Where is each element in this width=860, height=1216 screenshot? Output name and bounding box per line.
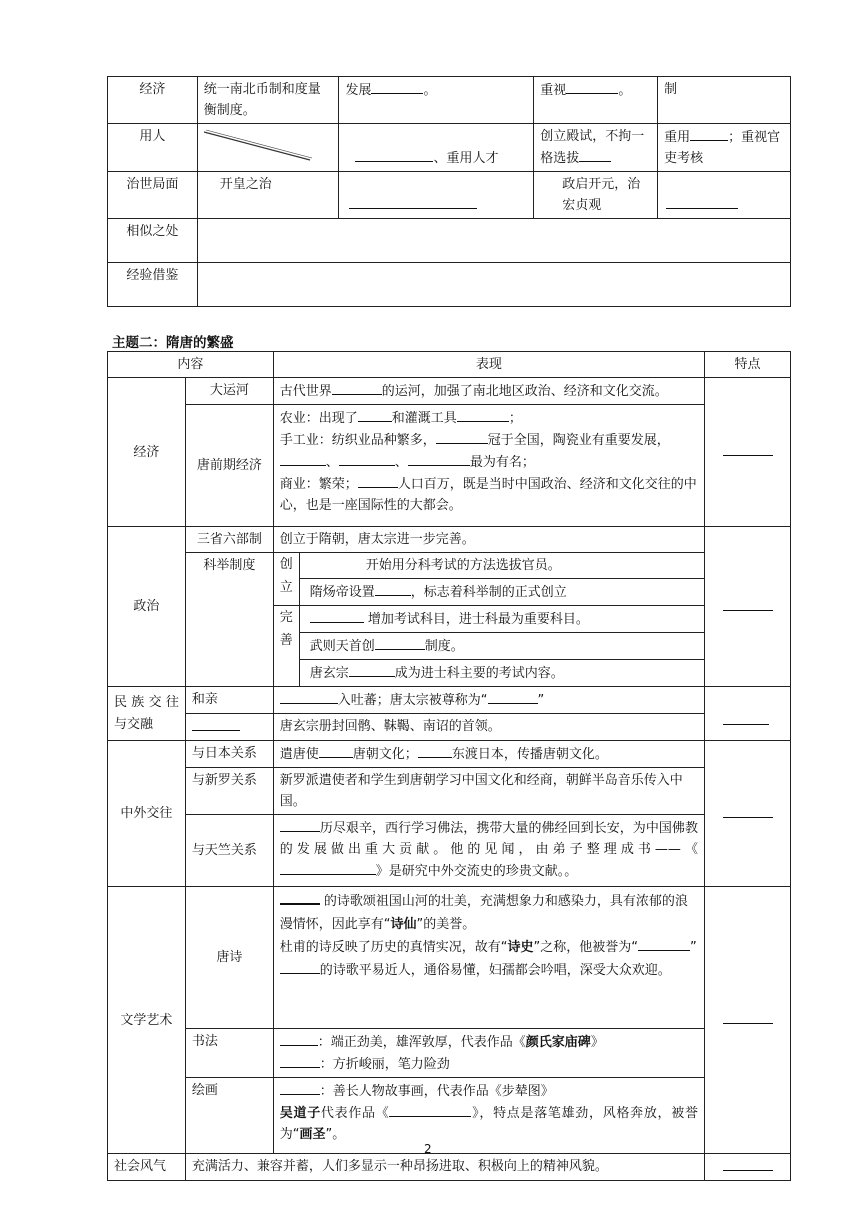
- table-row: [108, 687, 791, 714]
- item-label: 与新罗关系: [185, 768, 273, 815]
- blank[interactable]: [375, 635, 425, 650]
- table-row: [108, 714, 791, 741]
- blank[interactable]: [349, 662, 395, 677]
- cell: 历尽艰辛，西行学习佛法，携带大量的佛经回到长安，为中国佛教的发展做出重大贡献。他的见闻，由弟子整理成书——《》是研究中外交流史的珍贵文献。。: [273, 815, 704, 887]
- cell: 唐玄宗册封回鹘、靺鞨、南诏的首领。: [273, 714, 704, 741]
- blank[interactable]: [408, 451, 470, 466]
- cell: 充满活力、兼容并蓄，人们多显示一种昂扬进取、积极向上的精神风貌。: [185, 1154, 704, 1181]
- item-label: 与天竺关系: [185, 815, 273, 887]
- category-foreign: 中外交往: [108, 741, 186, 887]
- blank[interactable]: [418, 743, 452, 758]
- cell: 武则天首创 制度。: [300, 633, 704, 660]
- cell: 创立于隋朝，唐太宗进一步完善。: [273, 527, 704, 553]
- cell: 入吐蕃；唐太宗被尊称为“ ”: [273, 687, 704, 714]
- blank[interactable]: [723, 803, 773, 818]
- sui-tang-table: [107, 351, 791, 1181]
- table-row: [108, 1029, 791, 1078]
- cell: ：端正劲美，雄浑敦厚，代表作品《颜氏家庙碑》 ：方折峻丽，笔力险劲: [273, 1029, 704, 1078]
- table-row: [108, 553, 791, 606]
- blank[interactable]: [723, 441, 773, 456]
- blank[interactable]: [355, 147, 433, 162]
- cell: 新罗派遣使者和学生到唐朝学习中国文化和经商，朝鲜半岛音乐传入中国。: [273, 768, 704, 815]
- category-ethnic: 民族交往与交融: [108, 687, 186, 741]
- feature-cell: [704, 887, 790, 1154]
- table-row: [108, 1078, 791, 1154]
- blank[interactable]: [488, 689, 538, 704]
- cell: [339, 172, 534, 219]
- blank[interactable]: [349, 194, 477, 209]
- cell: [299, 553, 704, 606]
- comparison-table: [107, 76, 791, 307]
- cell: ：善长人物故事画，代表作品《步辇图》 吴道子代表作品《 》，特点是落笔雄劲，风格奔放，被誉为“画圣”。: [273, 1078, 704, 1154]
- header-show: 表现: [273, 352, 704, 378]
- header-feature: 特点: [704, 352, 790, 378]
- cell: [299, 606, 704, 687]
- row-label: 相似之处: [108, 219, 198, 263]
- header-content: 内容: [108, 352, 274, 378]
- blank[interactable]: [566, 79, 618, 94]
- cell: 唐玄宗 成为进士科主要的考试内容。: [300, 660, 704, 687]
- category-arts: 文学艺术: [108, 887, 186, 1154]
- blank[interactable]: [192, 716, 240, 731]
- feature-cell: [704, 527, 790, 687]
- row-label: 治世局面: [108, 172, 198, 219]
- section-title: 主题二：隋唐的繁盛: [112, 335, 234, 351]
- table-row: [108, 172, 791, 219]
- cell: 的诗歌颂祖国山河的壮美，充满想象力和感染力，具有浓郁的浪漫情怀，因此享有“诗仙”的美誉。 杜甫的诗反映了历史的真情实况，故有“诗史”之称，他被誉为“ ” 的诗歌平易近人，通俗易懂，妇孺都会吟唱，深受大众欢迎。: [273, 887, 704, 1029]
- cell: 开始用分科考试的方法选拔官员。: [300, 553, 704, 579]
- feature-cell: [704, 378, 790, 527]
- row-label: 经验借鉴: [108, 263, 198, 307]
- row-label: 经济: [108, 77, 198, 124]
- blank[interactable]: [358, 407, 392, 422]
- cell: 重视 。: [534, 77, 658, 124]
- blank[interactable]: [280, 889, 320, 905]
- category-social: 社会风气: [108, 1154, 186, 1181]
- item-label: 与日本关系: [185, 741, 273, 768]
- item-label: [185, 714, 273, 741]
- cell: 制: [658, 77, 791, 124]
- blank[interactable]: [723, 596, 773, 611]
- cell: [658, 172, 791, 219]
- blank[interactable]: [723, 1156, 773, 1171]
- answer-cell[interactable]: [197, 219, 790, 263]
- cell: 开皇之治: [197, 172, 339, 219]
- cell: 统一南北币制和度量衡制度。: [197, 77, 339, 124]
- row-label: 用人: [108, 124, 198, 172]
- diagonal-line: [198, 124, 340, 170]
- feature-cell: [704, 741, 790, 887]
- sub-label-wanshan: 完善: [273, 606, 299, 687]
- table-row: [108, 887, 791, 1029]
- table-row: [108, 124, 791, 172]
- table-row: [108, 1154, 791, 1181]
- answer-cell[interactable]: [197, 263, 790, 307]
- table-row: [108, 815, 791, 887]
- blank[interactable]: [280, 860, 376, 875]
- blank[interactable]: [638, 936, 690, 951]
- item-label: 和亲: [185, 687, 273, 714]
- blank[interactable]: [371, 79, 423, 94]
- table-header: [108, 352, 791, 378]
- blank[interactable]: [436, 429, 488, 444]
- category-economy: 经济: [108, 378, 186, 527]
- table-row: [108, 378, 791, 405]
- blank[interactable]: [666, 194, 738, 209]
- slash-cell: [197, 124, 339, 172]
- table-row: [108, 77, 791, 124]
- table-row: [108, 405, 791, 527]
- cell: 增加考试科目，进士科最为重要科目。: [300, 606, 704, 633]
- blank[interactable]: [280, 1053, 320, 1068]
- blank[interactable]: [280, 817, 320, 832]
- item-label: 科举制度: [185, 553, 273, 687]
- inner-table: [300, 606, 704, 686]
- table-row: [108, 527, 791, 553]
- cell: 隋炀帝设置 ，标志着科举制的正式创立: [300, 579, 704, 606]
- blank[interactable]: [389, 1102, 471, 1117]
- cell: 古代世界 的运河，加强了南北地区政治、经济和文化交流。: [273, 378, 704, 405]
- blank[interactable]: [579, 147, 611, 162]
- blank[interactable]: [280, 451, 326, 466]
- item-label: 唐诗: [185, 887, 273, 1029]
- blank[interactable]: [310, 608, 364, 623]
- item-label: 三省六部制: [185, 527, 273, 553]
- cell: 重用 ；重视官吏考核: [658, 124, 791, 172]
- blank[interactable]: [723, 710, 769, 725]
- item-label: 绘画: [185, 1078, 273, 1154]
- blank[interactable]: [375, 581, 411, 596]
- sub-label-chuang: 创立: [273, 553, 299, 606]
- blank[interactable]: [358, 473, 398, 488]
- blank[interactable]: [319, 743, 353, 758]
- item-label: 唐前期经济: [185, 405, 273, 527]
- table-row: [108, 219, 791, 263]
- cell: 发展 。: [339, 77, 534, 124]
- blank[interactable]: [280, 1080, 320, 1095]
- cell: 创立殿试，不拘一格选拔: [534, 124, 658, 172]
- blank[interactable]: [723, 1009, 773, 1024]
- category-politics: 政治: [108, 527, 186, 687]
- feature-cell: [704, 1154, 790, 1181]
- feature-cell: [704, 687, 790, 741]
- blank[interactable]: [280, 689, 338, 704]
- blank[interactable]: [339, 451, 395, 466]
- cell: 遣唐使 唐朝文化； 东渡日本，传播唐朝文化。: [273, 741, 704, 768]
- cell: 、重用人才: [339, 124, 534, 172]
- page-number: 2: [424, 1142, 432, 1156]
- cell: 政启开元，治宏贞观: [534, 172, 658, 219]
- blank[interactable]: [280, 1031, 318, 1046]
- blank[interactable]: [332, 380, 382, 395]
- blank[interactable]: [280, 959, 320, 974]
- table-row: [108, 768, 791, 815]
- cell: 农业：出现了 和灌溉工具 ； 手工业：纺织业品种繁多， 冠于全国，陶瓷业有重要发展，、 、 最为有名； 商业：繁荣； 人口百万，既是当时中国政治、经济和文化交往的中心，也是一座国际性的大都会。: [273, 405, 704, 527]
- blank[interactable]: [690, 126, 728, 141]
- inner-table: [300, 553, 704, 605]
- item-label: 大运河: [185, 378, 273, 405]
- table-row: [108, 263, 791, 307]
- table-row: [108, 741, 791, 768]
- item-label: 书法: [185, 1029, 273, 1078]
- blank[interactable]: [457, 407, 509, 422]
